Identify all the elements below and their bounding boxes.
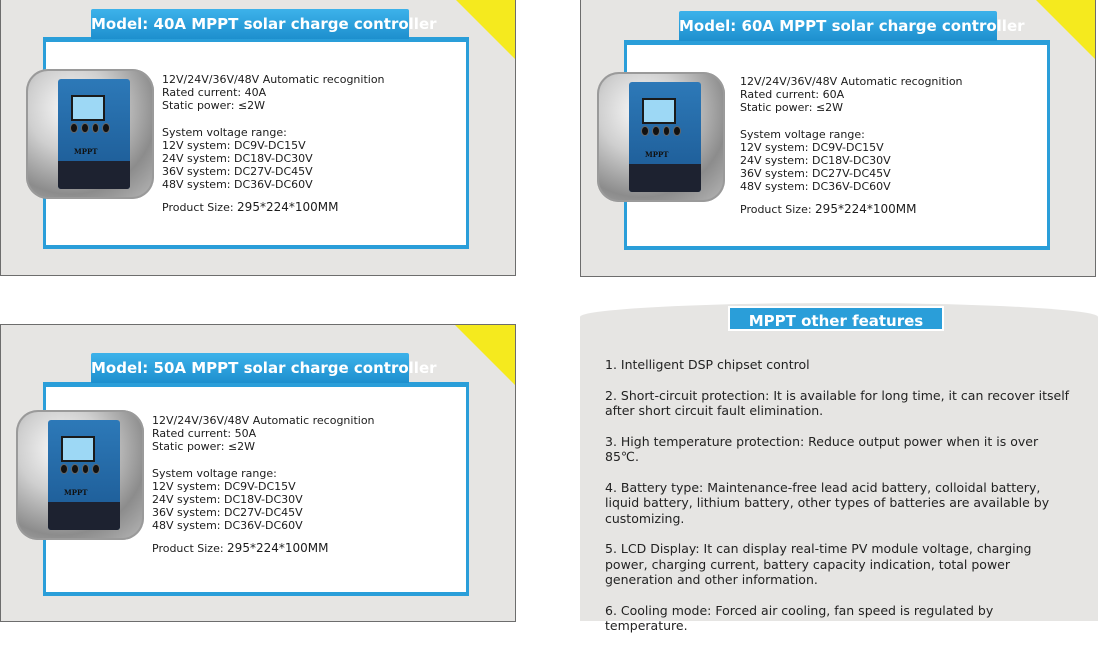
controller-image bbox=[26, 69, 154, 199]
features-title: MPPT other features bbox=[728, 306, 944, 331]
range-title: System voltage range: bbox=[152, 466, 277, 480]
feature-item: 3. High temperature protection: Reduce output power when it is over 85℃. bbox=[605, 433, 1039, 464]
feature-item: 4. Battery type: Maintenance-free lead acid battery, colloidal battery, liquid battery, lithium battery, other types of batteries are available by customizing. bbox=[605, 479, 1050, 526]
device-logo: MPPT bbox=[64, 488, 88, 497]
spec-line: Rated current: 50A bbox=[152, 427, 257, 441]
spec-line: Static power: ≤2W bbox=[162, 99, 266, 113]
feature-item: 5. LCD Display: It can display real-time PV module voltage, charging power, charging current, battery capacity indication, total power generation and other information. bbox=[605, 541, 1032, 587]
range-line: 12V system: DC9V-DC15V bbox=[740, 140, 884, 154]
range-line: 12V system: DC9V-DC15V bbox=[162, 138, 306, 152]
product-size: Product Size: 295*224*100MM bbox=[740, 201, 917, 216]
spec-text bbox=[740, 75, 963, 216]
spec-text bbox=[152, 414, 375, 555]
product-title-tab: Model: 60A MPPT solar charge controller bbox=[679, 11, 997, 41]
product-panel-40a bbox=[0, 0, 516, 276]
device-logo: MPPT bbox=[645, 150, 669, 159]
range-line: 36V system: DC27V-DC45V bbox=[162, 165, 313, 179]
spec-line: 12V/24V/36V/48V Automatic recognition bbox=[162, 73, 385, 86]
features-list bbox=[605, 357, 1075, 649]
controller-image bbox=[16, 410, 144, 540]
spec-text bbox=[162, 73, 385, 214]
spec-line: Static power: ≤2W bbox=[152, 440, 256, 454]
feature-item: 6. Cooling mode: Forced air cooling, fan speed is regulated by temperature. bbox=[605, 602, 994, 633]
feature-item: 2. Short-circuit protection: It is available for long time, it can recover itself after short circuit fault elimination. bbox=[605, 387, 1070, 418]
features-panel bbox=[580, 303, 1098, 633]
range-line: 36V system: DC27V-DC45V bbox=[740, 167, 891, 181]
feature-item: 1. Intelligent DSP chipset control bbox=[605, 357, 810, 372]
range-line: 48V system: DC36V-DC60V bbox=[152, 519, 303, 533]
spec-line: 12V/24V/36V/48V Automatic recognition bbox=[152, 414, 375, 427]
range-title: System voltage range: bbox=[740, 127, 865, 141]
product-size: Product Size: 295*224*100MM bbox=[152, 540, 329, 555]
range-line: 36V system: DC27V-DC45V bbox=[152, 506, 303, 520]
range-line: 12V system: DC9V-DC15V bbox=[152, 479, 296, 493]
spec-line: 12V/24V/36V/48V Automatic recognition bbox=[740, 75, 963, 88]
product-title-tab: Model: 50A MPPT solar charge controller bbox=[91, 353, 409, 383]
spec-line: Rated current: 60A bbox=[740, 88, 845, 102]
range-title: System voltage range: bbox=[162, 125, 287, 139]
range-line: 48V system: DC36V-DC60V bbox=[740, 180, 891, 194]
controller-image bbox=[597, 72, 725, 202]
product-panel-50a bbox=[0, 324, 516, 622]
product-size: Product Size: 295*224*100MM bbox=[162, 199, 339, 214]
product-panel-60a bbox=[580, 0, 1096, 277]
spec-line: Static power: ≤2W bbox=[740, 101, 844, 115]
range-line: 24V system: DC18V-DC30V bbox=[152, 493, 303, 507]
device-logo: MPPT bbox=[74, 147, 98, 156]
product-title-tab: Model: 40A MPPT solar charge controller bbox=[91, 9, 409, 39]
range-line: 48V system: DC36V-DC60V bbox=[162, 178, 313, 192]
range-line: 24V system: DC18V-DC30V bbox=[162, 152, 313, 166]
corner-accent bbox=[454, 324, 516, 386]
spec-line: Rated current: 40A bbox=[162, 86, 267, 100]
range-line: 24V system: DC18V-DC30V bbox=[740, 154, 891, 168]
